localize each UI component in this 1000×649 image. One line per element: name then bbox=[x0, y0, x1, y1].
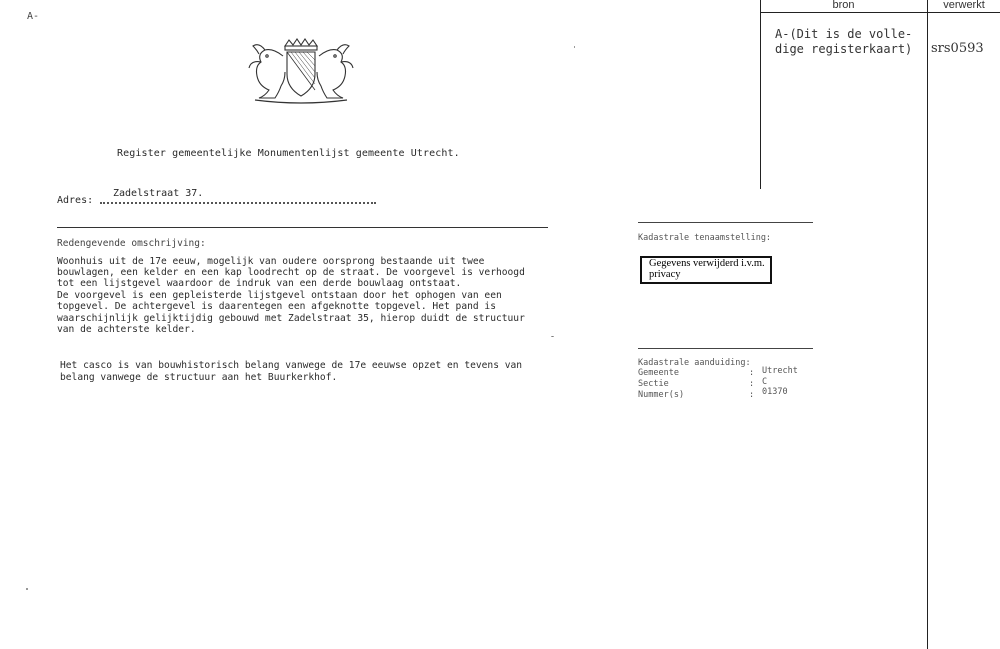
scan-speck bbox=[574, 46, 575, 48]
cadastral-key-nummers: Nummer(s) bbox=[638, 390, 685, 400]
address-label: Adres: bbox=[57, 195, 94, 206]
utrecht-coat-of-arms-icon bbox=[245, 36, 357, 106]
header-source: bron bbox=[832, 0, 855, 11]
cadastral-value-nummers: 01370 bbox=[762, 387, 788, 397]
cadastral-owner-label: Kadastrale tenaamstelling: bbox=[638, 233, 772, 243]
table-border bbox=[760, 0, 761, 189]
description-line: van de achterste kelder. bbox=[57, 324, 196, 335]
scan-speck bbox=[551, 336, 554, 337]
table-border bbox=[760, 12, 1000, 13]
cadastral-value-sectie: C bbox=[762, 377, 768, 387]
cadastral-colon: : bbox=[749, 390, 755, 400]
table-border bbox=[927, 0, 928, 649]
description-line: belang vanwege de structuur aan het Buurkerkhof. bbox=[60, 372, 338, 383]
description-line: De voorgevel is een gepleisterde lijstgevel ontstaan door het ophogen van een bbox=[57, 290, 502, 301]
divider bbox=[638, 348, 813, 349]
cadastral-designation-label: Kadastrale aanduiding: bbox=[638, 358, 751, 368]
register-title: Register gemeentelijke Monumentenlijst gemeente Utrecht. bbox=[117, 148, 460, 159]
description-line: topgevel. De achtergevel is daarentegen een afgeknotte topgevel. Het pand is bbox=[57, 301, 496, 312]
cadastral-key-gemeente: Gemeente bbox=[638, 368, 679, 378]
cadastral-value-gemeente: Utrecht bbox=[762, 366, 798, 376]
scan-speck bbox=[26, 588, 28, 590]
cadastral-key-sectie: Sectie bbox=[638, 379, 669, 389]
address-value: Zadelstraat 37. bbox=[113, 188, 204, 199]
source-value: A-(Dit is de volle- dige registerkaart) bbox=[775, 27, 913, 56]
divider bbox=[638, 222, 813, 223]
privacy-notice-box: Gegevens verwijderd i.v.m. privacy bbox=[640, 256, 772, 284]
cadastral-colon: : bbox=[749, 368, 755, 378]
corner-mark: A- bbox=[27, 11, 40, 22]
cadastral-colon: : bbox=[749, 379, 755, 389]
header-processed: verwerkt bbox=[943, 0, 985, 11]
description-line: Het casco is van bouwhistorisch belang vanwege de 17e eeuwse opzet en tevens van bbox=[60, 360, 523, 371]
description-line: bouwlagen, een kelder en een kap loodrecht op de straat. De voorgevel is verhoogd bbox=[57, 267, 525, 278]
processed-value: srs0593 bbox=[931, 41, 984, 56]
divider bbox=[57, 227, 548, 228]
description-line: waarschijnlijk gelijktijdig gebouwd met Zadelstraat 35, hierop duidt de structuur bbox=[57, 313, 525, 324]
reasoned-description-heading: Redengevende omschrijving: bbox=[57, 238, 206, 249]
description-line: Woonhuis uit de 17e eeuw, mogelijk van oudere oorsprong bestaande uit twee bbox=[57, 256, 485, 267]
description-line: tot een lijstgevel waardoor de indruk van een derde bouwlaag ontstaat. bbox=[57, 278, 462, 289]
